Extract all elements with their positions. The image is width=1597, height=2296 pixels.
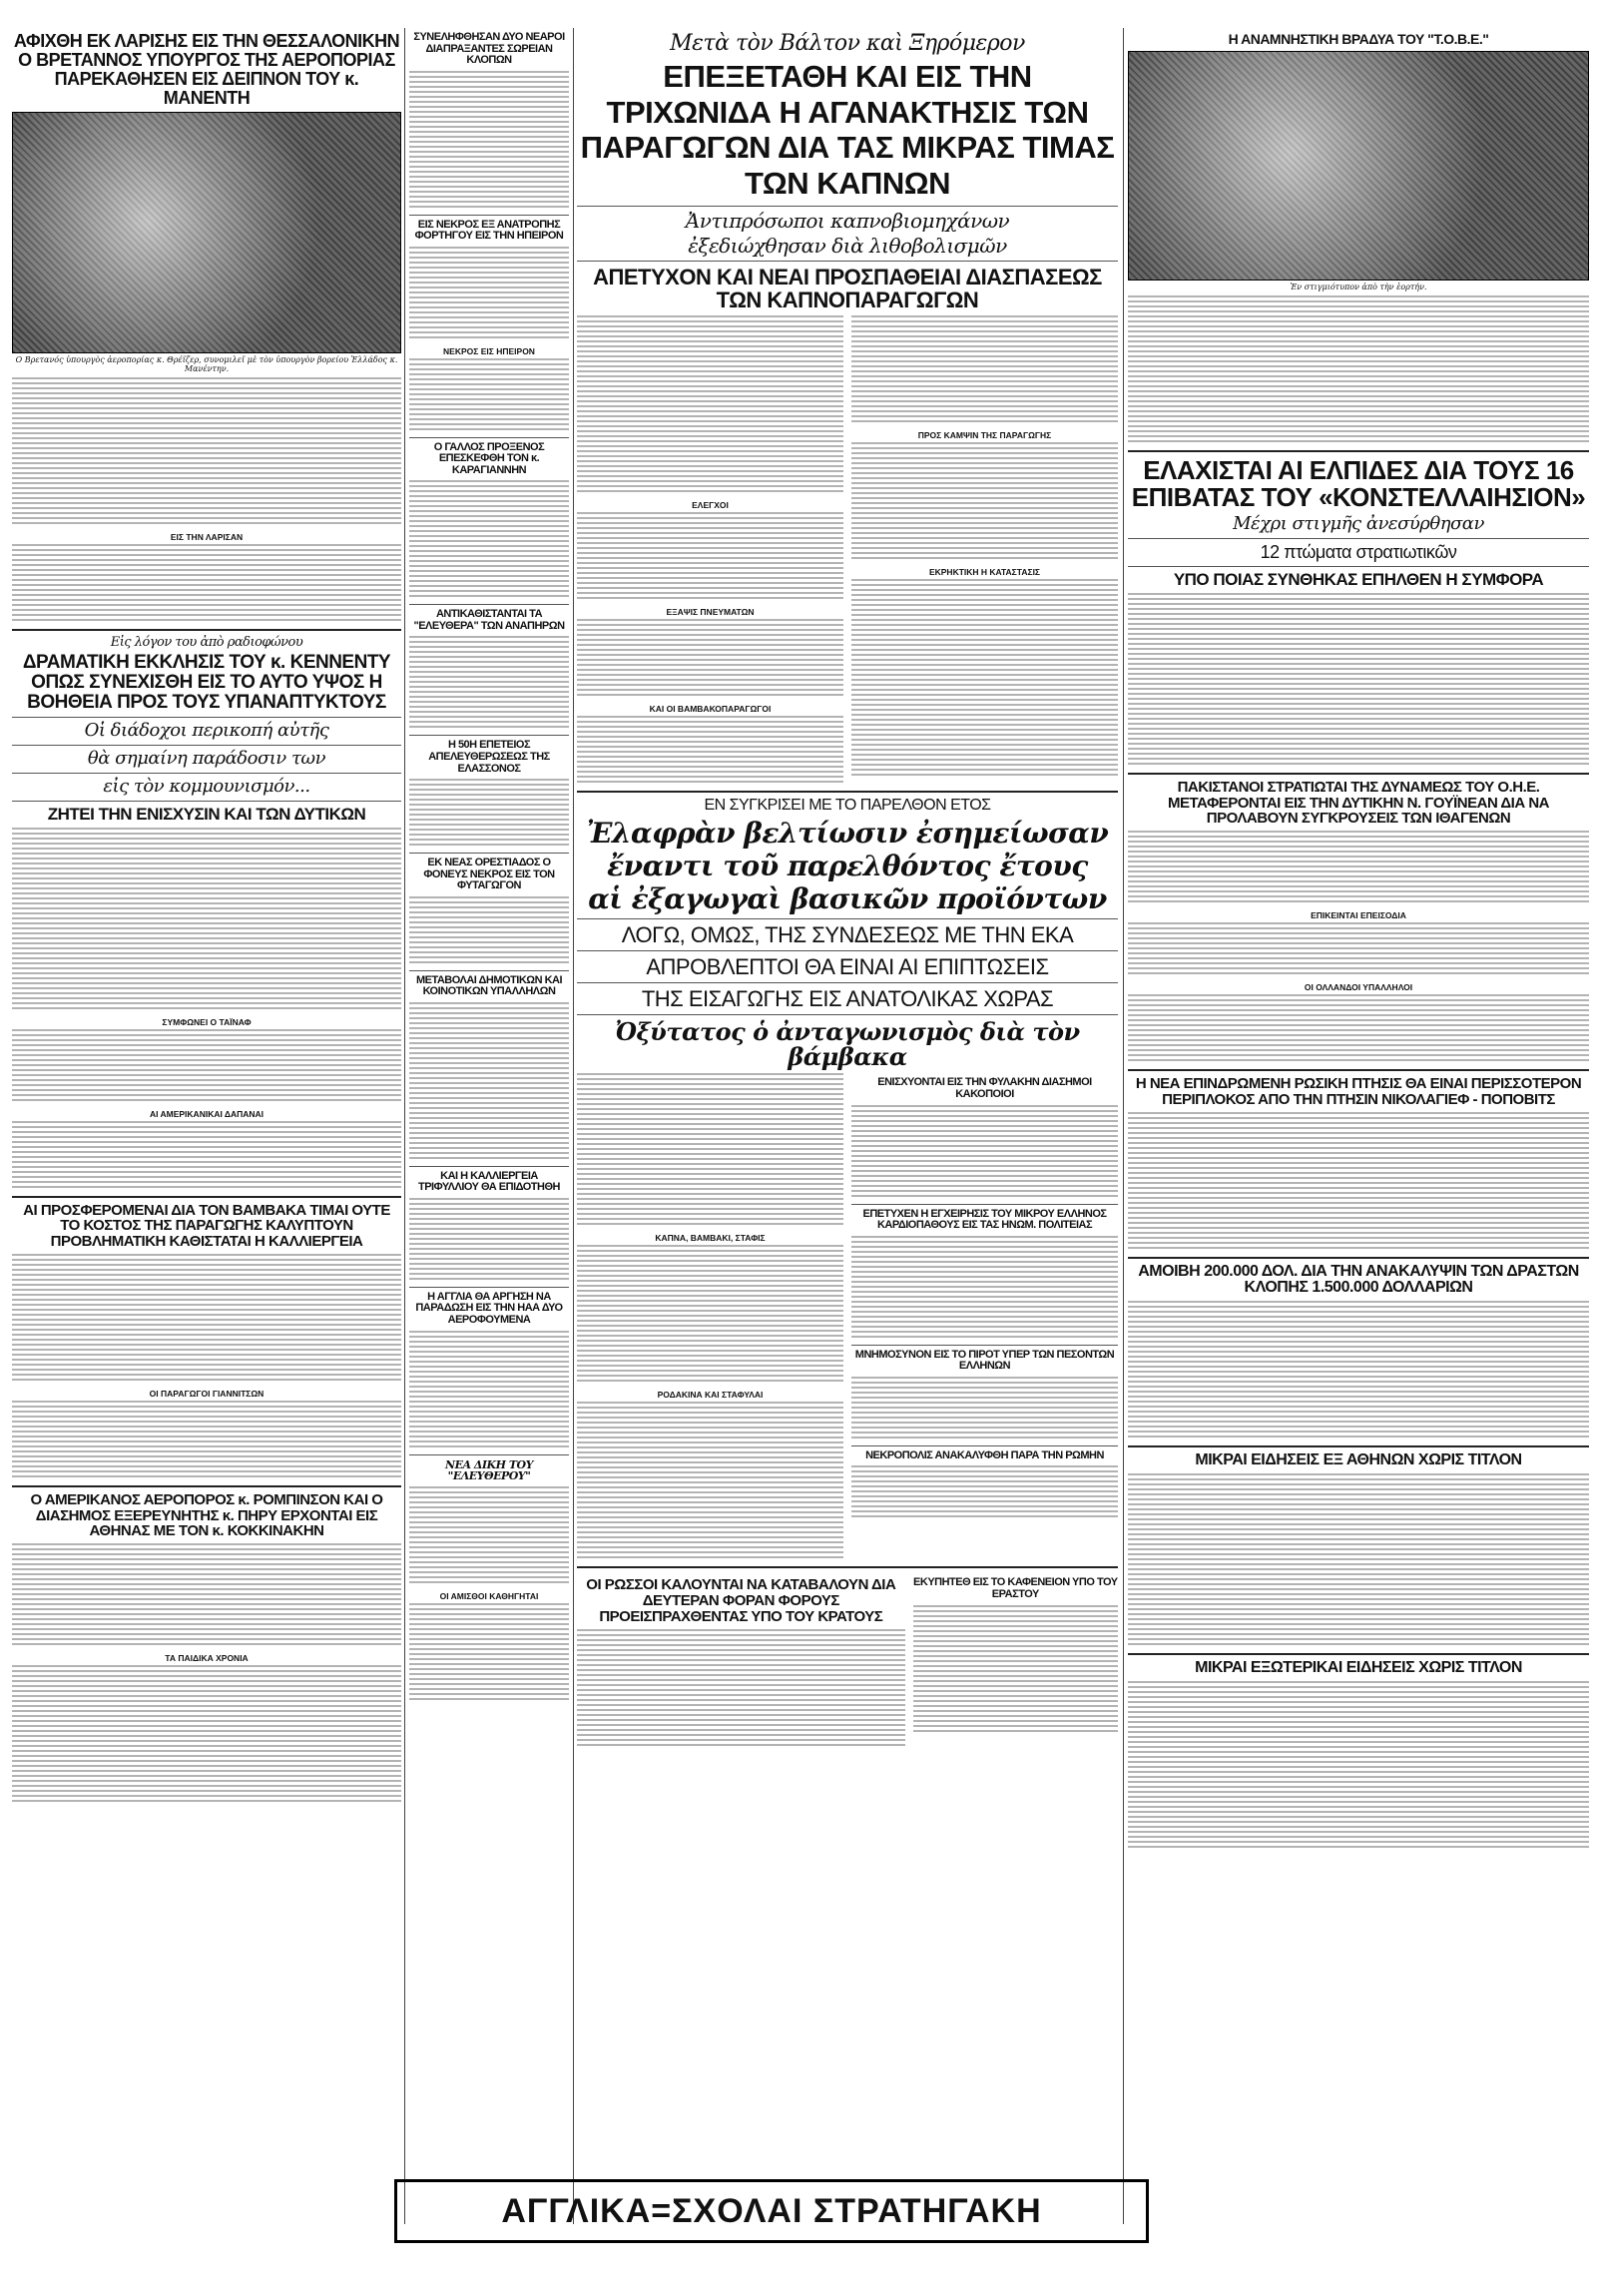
article-body xyxy=(851,442,1118,562)
article-body xyxy=(1128,1681,1589,1851)
article-body xyxy=(12,544,401,624)
article-body xyxy=(409,1331,569,1450)
deck-tobacco-3: ΑΠΕΤΥΧΟΝ ΚΑΙ ΝΕΑΙ ΠΡΟΣΠΑΘΕΙΑΙ ΔΙΑΣΠΑΣΕΩΣ ΤΩΝ ΚΑΠΝΟΠΑΡΑΓΩΓΩΝ xyxy=(593,264,1102,312)
article-body xyxy=(577,1402,843,1561)
kicker-exports: ΕΝ ΣΥΓΚΡΙΣΕΙ ΜΕ ΤΟ ΠΑΡΕΛΘΟΝ ΕΤΟΣ xyxy=(704,796,991,814)
subhead-kapna: ΚΑΠΝΑ, ΒΑΜΒΑΚΙ, ΣΤΑΦΙΣ xyxy=(655,1233,766,1244)
subhead-epeisodia: ΕΠΙΚΕΙΝΤΑΙ ΕΠΕΙΣΟΔΙΑ xyxy=(1311,910,1406,921)
article-body xyxy=(577,716,843,786)
deck-tobacco-2: ἐξεδιώχθησαν διὰ λιθοβολισμῶν xyxy=(688,233,1007,258)
article-body xyxy=(851,315,1118,425)
deck-kennedy-4: ΖΗΤΕΙ ΤΗΝ ΕΝΙΣΧΥΣΙΝ ΚΑΙ ΤΩΝ ΔΥΤΙΚΩΝ xyxy=(47,804,366,824)
headline-russia: ΟΙ ΡΩΣΣΟΙ ΚΑΛΟΥΝΤΑΙ ΝΑ ΚΑΤΑΒΑΛΟΥΝ ΔΙΑ ΔΕΥΤΕΡΑΝ ΦΟΡΑΝ ΦΟΡΟΥΣ ΠΡΟΕΙΣΠΡΑΧΘΕΝΤΑΣ ΥΠΟ ΤΟΥ ΚΡΑΤΟΥΣ xyxy=(586,1576,896,1625)
article-body xyxy=(1128,994,1589,1064)
headline-exports-6: ΤΗΣ ΕΙΣΑΓΩΓΗΣ ΕΙΣ ΑΝΑΤΟΛΙΚΑΣ ΧΩΡΑΣ xyxy=(641,986,1054,1011)
photo-minister-dinner xyxy=(12,112,401,353)
column-1 xyxy=(12,28,401,1805)
headline-trifylli: ΚΑΙ Η ΚΑΛΛΙΕΡΓΕΙΑ ΤΡΙΦΥΛΛΙΟΥ ΘΑ ΕΠΙΔΟΤΗΘΗ xyxy=(418,1169,560,1194)
headline-cotton: ΑΙ ΠΡΟΣΦΕΡΟΜΕΝΑΙ ΔΙΑ ΤΟΝ ΒΑΜΒΑΚΑ ΤΙΜΑΙ ΟΥΤΕ ΤΟ ΚΟΣΤΟΣ ΤΗΣ ΠΑΡΑΓΩΓΗΣ ΚΑΛΥΠΤΟΥΝ ΠΡΟΒΛΗΜΑΤΙΚΗ ΚΑΘΙΣΤΑΤΑΙ Η ΚΑΛΛΙΕΡΓΕΙΑ xyxy=(23,1201,390,1251)
article-body xyxy=(577,512,843,602)
headline-fortigo: ΕΙΣ ΝΕΚΡΟΣ ΕΞ ΑΝΑΤΡΟΠΗΣ ΦΟΡΤΗΓΟΥ ΕΙΣ ΤΗΝ ΗΠΕΙΡΟΝ xyxy=(414,218,564,243)
subhead-giannitsa: ΟΙ ΠΑΡΑΓΩΓΟΙ ΓΙΑΝΝΙΤΣΩΝ xyxy=(149,1388,265,1399)
photo-caption: Ἐν στιγμιότυπον ἀπὸ τὴν ἑορτήν. xyxy=(1290,282,1427,291)
deck-kennedy-3: εἰς τὸν κομμουνισμόν... xyxy=(103,775,310,797)
headline-mnimosyno: ΜΝΗΜΟΣΥΝΟΝ ΕΙΣ ΤΟ ΠΙΡΟΤ ΥΠΕΡ ΤΩΝ ΠΕΣΟΝΤΩΝ ΕΛΛΗΝΩΝ xyxy=(854,1348,1115,1373)
headline-klopes: ΣΥΝΕΛΗΦΘΗΣΑΝ ΔΥΟ ΝΕΑΡΟΙ ΔΙΑΠΡΑΞΑΝΤΕΣ ΣΩΡΕΙΑΝ ΚΛΟΠΩΝ xyxy=(413,31,565,67)
article-body xyxy=(12,1029,401,1104)
deck-constellation-1: Μέχρι στιγμῆς ἀνεσύρθησαν xyxy=(1233,513,1484,535)
headline-exports-3: αἱ ἐξαγωγαὶ βασικῶν προϊόντων xyxy=(588,882,1107,916)
headline-proxenos: Ο ΓΑΛΛΟΣ ΠΡΟΞΕΝΟΣ ΕΠΕΣΚΕΦΘΗ ΤΟΝ κ. ΚΑΡΑΓΙΑΝΝΗΝ xyxy=(433,440,545,476)
deck-tobacco-1: Ἀντιπρόσωποι καπνοβιομηχάνων xyxy=(685,208,1010,233)
deck-kennedy-2: θὰ σημαίνη παράδοσιν των xyxy=(87,747,326,769)
headline-reward: ΑΜΟΙΒΗ 200.000 ΔΟΛ. ΔΙΑ ΤΗΝ ΑΝΑΚΑΛΥΨΙΝ ΤΩΝ ΔΡΑΣΤΩΝ ΚΛΟΠΗΣ 1.500.000 ΔΟΛΛΑΡΙΩΝ xyxy=(1138,1262,1579,1297)
advert-text: ΑΓΓΛΙΚΑ=ΣΧΟΛΑΙ ΣΤΡΑΤΗΓΑΚΗ xyxy=(501,2191,1042,2230)
headline-pakistanis: ΠΑΚΙΣΤΑΝΟΙ ΣΤΡΑΤΙΩΤΑΙ ΤΗΣ ΔΥΝΑΜΕΩΣ ΤΟΥ Ο.Η.Ε. ΜΕΤΑΦΕΡΟΝΤΑΙ ΕΙΣ ΤΗΝ ΔΥΤΙΚΗΝ Ν. ΓΟΥΪΝΕΑΝ ΔΙΑ ΝΑ ΠΡΟΛΑΒΟΥΝ ΣΥΓΚΡΟΥΣΕΙΣ ΤΩΝ ΙΘΑΓΕΝΩΝ xyxy=(1167,778,1550,828)
column-divider xyxy=(573,28,574,2224)
article-body xyxy=(12,1121,401,1191)
kicker-tove: Η ΑΝΑΜΝΗΣΤΙΚΗ ΒΡΑΔΥΑ ΤΟΥ "Τ.Ο.Β.Ε." xyxy=(1228,31,1489,47)
deck-constellation-2: 12 πτώματα στρατιωτικῶν xyxy=(1260,542,1457,563)
subhead-elegmoi: ΕΛΕΓΧΟΙ xyxy=(692,499,729,510)
subhead-katastasis: ΕΚΡΗΚΤΙΚΗ Η ΚΑΤΑΣΤΑΣΙΣ xyxy=(928,566,1041,577)
headline-exports-5: ΑΠΡΟΒΛΕΠΤΟΙ ΘΑ ΕΙΝΑΙ ΑΙ ΕΠΙΠΤΩΣΕΙΣ xyxy=(646,953,1049,979)
headline-elassona: Η 50Η ΕΠΕΤΕΙΟΣ ΑΠΕΛΕΥΘΕΡΩΣΕΩΣ ΤΗΣ ΕΛΑΣΣΟΝΟΣ xyxy=(428,739,550,775)
kicker-radio: Εἰς λόγον του ἀπὸ ραδιοφώνου xyxy=(110,634,303,650)
headline-robinson: Ο ΑΜΕΡΙΚΑΝΟΣ ΑΕΡΟΠΟΡΟΣ κ. ΡΟΜΠΙΝΣΟΝ ΚΑΙ Ο ΔΙΑΣΗΜΟΣ ΕΞΕΡΕΥΝΗΤΗΣ κ. ΠΗΡΥ ΕΡΧΟΝΤΑΙ ΕΙΣ ΑΘΗΝΑΣ ΜΕ ΤΟΝ κ. ΚΟΚΚΙΝΑΚΗΝ xyxy=(30,1490,383,1540)
article-body xyxy=(851,1377,1118,1441)
article-body xyxy=(12,377,401,527)
article-body xyxy=(409,247,569,341)
deck-constellation-3: ΥΠΟ ΠΟΙΑΣ ΣΥΝΘΗΚΑΣ ΕΠΗΛΘΕΝ Η ΣΥΜΦΟΡΑ xyxy=(1173,570,1544,590)
headline-foreign-news: ΜΙΚΡΑΙ ΕΞΩΤΕΡΙΚΑΙ ΕΙΔΗΣΕΙΣ ΧΩΡΙΣ ΤΙΤΛΟΝ xyxy=(1195,1659,1522,1677)
headline-aggila: Η ΑΓΓΛΙΑ ΘΑ ΑΡΓΗΣΗ ΝΑ ΠΑΡΑΔΩΣΗ ΕΙΣ ΤΗΝ ΗΑΑ ΔΥΟ ΑΕΡΟΦΟΥΜΕΝΑ xyxy=(415,1290,563,1327)
article-body xyxy=(851,1465,1118,1520)
photo-tove-event xyxy=(1128,51,1589,281)
headline-fylaki: ΕΝΙΣΧΥΟΝΤΑΙ ΕΙΣ ΤΗΝ ΦΥΛΑΚΗΝ ΔΙΑΣΗΜΟΙ ΚΑΚΟΠΟΙΟΙ xyxy=(877,1076,1092,1101)
subhead-rodakina: ΡΟΔΑΚΙΝΑ ΚΑΙ ΣΤΑΦΥΛΑΙ xyxy=(657,1390,764,1401)
headline-exports-7: Ὀξύτατος ὁ ἀνταγωνισμὸς διὰ τὸν βάμβακα xyxy=(615,1017,1080,1072)
article-body xyxy=(409,358,569,433)
kicker-tobacco: Μετὰ τὸν Βάλτον καὶ Ξηρόμερον xyxy=(670,31,1025,56)
subhead-kathigites: ΟΙ ΑΜΙΣΘΟΙ ΚΑΘΗΓΗΤΑΙ xyxy=(439,1590,539,1601)
headline-kafeneio: ΕΚΥΠΗΤΕΘ ΕΙΣ ΤΟ ΚΑΦΕΝΕΙΟΝ ΥΠΟ ΤΟΥ ΕΡΑΣΤΟΥ xyxy=(913,1576,1118,1601)
article-body xyxy=(577,619,843,699)
headline-athens-news: ΜΙΚΡΑΙ ΕΙΔΗΣΕΙΣ ΕΞ ΑΘΗΝΩΝ ΧΩΡΙΣ ΤΙΤΛΟΝ xyxy=(1195,1451,1522,1469)
article-body xyxy=(851,579,1118,779)
subhead-pneumaton: ΕΞΑΨΙΣ ΠΝΕΥΜΑΤΩΝ xyxy=(666,606,755,617)
headline-manentis: ΑΦΙΧΘΗ ΕΚ ΛΑΡΙΣΗΣ ΕΙΣ ΤΗΝ ΘΕΣΣΑΛΟΝΙΚΗΝ Ο ΒΡΕΤΑΝΝΟΣ ΥΠΟΥΡΓΟΣ ΤΗΣ ΑΕΡΟΠΟΡΙΑΣ ΠΑΡΕΚΑΘΗΣΕΝ ΕΙΣ ΔΕΙΠΝΟΝ ΤΟΥ κ. ΜΑΝΕΝΤΗ xyxy=(13,31,400,108)
photo-caption: Ο Βρετανός ὑπουργὸς ἀεροπορίας κ. Θρέϊζερ, συνομιλεῖ μὲ τὸν ὑπουργὸν βορείου Ἑλλάδος κ. Μανέντην. xyxy=(15,354,398,373)
subhead-tainaf: ΣΥΜΦΩΝΕΙ Ο ΤΑΪΝΑΦ xyxy=(162,1016,252,1027)
headline-russian-flight: Η ΝΕΑ ΕΠΙΝΔΡΩΜΕΝΗ ΡΩΣΙΚΗ ΠΤΗΣΙΣ ΘΑ ΕΙΝΑΙ ΠΕΡΙΣΣΟΤΕΡΟΝ ΠΕΡΙΠΛΟΚΟΣ ΑΠΟ ΤΗΝ ΠΤΗΣΙΝ ΝΙΚΟΛΑΓΙΕΦ - ΠΟΠΟΒΙΤΣ xyxy=(1135,1075,1582,1108)
headline-anapiroi: ΑΝΤΙΚΑΘΙΣΤΑΝΤΑΙ ΤΑ "ΕΛΕΥΘΕΡΑ" ΤΩΝ ΑΝΑΠΗΡΩΝ xyxy=(413,608,565,632)
headline-orestiada: ΕΚ ΝΕΑΣ ΟΡΕΣΤΙΑΔΟΣ Ο ΦΟΝΕΥΣ ΝΕΚΡΟΣ ΕΙΣ ΤΟΝ ΦΥΤΑΓΩΓΟΝ xyxy=(423,857,555,892)
article-body xyxy=(12,1254,401,1384)
article-body xyxy=(1128,295,1589,445)
subhead-ollandoi: ΟΙ ΟΛΛΑΝΔΟΙ ΥΠΑΛΛΗΛΟΙ xyxy=(1304,982,1413,993)
headline-exports-4: ΛΟΓΩ, ΟΜΩΣ, ΤΗΣ ΣΥΝΔΕΣΕΩΣ ΜΕ ΤΗΝ ΕΚΑ xyxy=(621,921,1074,947)
article-body xyxy=(577,1245,843,1385)
article-body xyxy=(577,1629,905,1749)
subhead-paidika: ΤΑ ΠΑΙΔΙΚΑ ΧΡΟΝΙΑ xyxy=(165,1653,249,1664)
article-body xyxy=(1128,1473,1589,1648)
article-body xyxy=(12,1401,401,1480)
column-divider xyxy=(1123,28,1124,2224)
article-body xyxy=(12,1665,401,1805)
article-body xyxy=(1128,1112,1589,1252)
headline-exports-2: ἔναντι τοῦ παρελθόντος ἔτους xyxy=(607,850,1088,883)
column-2 xyxy=(409,28,569,1703)
article-body xyxy=(409,1002,569,1162)
article-body xyxy=(1128,1301,1589,1440)
article-body xyxy=(851,1236,1118,1341)
column-3 xyxy=(577,28,1118,1749)
article-body xyxy=(409,636,569,731)
article-body xyxy=(913,1605,1118,1735)
article-body xyxy=(409,480,569,600)
headline-diki: ΝΕΑ ΔΙΚΗ ΤΟΥ "ΕΛΕΥΘΕΡΟΥ" xyxy=(445,1457,533,1483)
article-body xyxy=(409,896,569,966)
subhead-larisa: ΕΙΣ ΤΗΝ ΛΑΡΙΣΑΝ xyxy=(170,531,244,542)
article-body xyxy=(1128,831,1589,905)
article-body xyxy=(409,1198,569,1283)
headline-constellation: ΕΛΑΧΙΣΤΑΙ ΑΙ ΕΛΠΙΔΕΣ ΔΙΑ ΤΟΥΣ 16 ΕΠΙΒΑΤΑΣ ΤΟΥ «ΚΟΝΣΤΕΛΛΑΙΗΣΙΟΝ» xyxy=(1131,454,1586,512)
headline-egxeirisis: ΕΠΕΤΥΧΕΝ Η ΕΓΧΕΙΡΗΣΙΣ ΤΟΥ ΜΙΚΡΟΥ ΕΛΛΗΝΟΣ ΚΑΡΔΙΟΠΑΘΟΥΣ ΕΙΣ ΤΑΣ ΗΝΩΜ. ΠΟΛΙΤΕΙΑΣ xyxy=(862,1207,1107,1232)
article-body xyxy=(577,315,843,495)
article-body xyxy=(409,1603,569,1703)
article-body xyxy=(577,1073,843,1228)
subhead-kamvin: ΠΡΟΣ ΚΑΜΨΙΝ ΤΗΣ ΠΑΡΑΓΩΓΗΣ xyxy=(917,429,1052,440)
column-4 xyxy=(1128,28,1589,1851)
advert-english-schools xyxy=(394,2179,1149,2243)
article-body xyxy=(409,71,569,211)
headline-tobacco: ΕΠΕΞΕΤΑΘΗ ΚΑΙ ΕΙΣ ΤΗΝ ΤΡΙΧΩΝΙΔΑ Η ΑΓΑΝΑΚΤΗΣΙΣ ΤΩΝ ΠΑΡΑΓΩΓΩΝ ΔΙΑ ΤΑΣ ΜΙΚΡΑΣ ΤΙΜΑΣ ΤΩΝ ΚΑΠΝΩΝ xyxy=(580,59,1115,202)
article-body xyxy=(12,828,401,1012)
subhead-vamvako: ΚΑΙ ΟΙ ΒΑΜΒΑΚΟΠΑΡΑΓΩΓΟΙ xyxy=(649,703,772,714)
article-body xyxy=(851,1105,1118,1200)
headline-exports-1: Ἐλαφρὰν βελτίωσιν ἐσημείωσαν xyxy=(586,816,1109,850)
headline-ypalliloi: ΜΕΤΑΒΟΛΑΙ ΔΗΜΟΤΙΚΩΝ ΚΑΙ ΚΟΙΝΟΤΙΚΩΝ ΥΠΑΛΛΗΛΩΝ xyxy=(415,973,563,998)
article-body xyxy=(1128,922,1589,977)
subhead-dapanai: ΑΙ ΑΜΕΡΙΚΑΝΙΚΑΙ ΔΑΠΑΝΑΙ xyxy=(149,1108,265,1119)
article-body xyxy=(1128,593,1589,768)
headline-kennedy: ΔΡΑΜΑΤΙΚΗ ΕΚΚΛΗΣΙΣ ΤΟΥ κ. ΚΕΝΝΕΝΤΥ ΟΠΩΣ ΣΥΝΕΧΙΣΘΗ ΕΙΣ ΤΟ ΑΥΤΟ ΥΨΟΣ Η ΒΟΗΘΕΙΑ ΠΡΟΣ ΤΟΥΣ ΥΠΑΝΑΠΤΥΚΤΟΥΣ xyxy=(22,652,391,714)
article-body xyxy=(12,1543,401,1648)
column-divider xyxy=(404,28,405,2224)
subhead-nekros: ΝΕΚΡΟΣ ΕΙΣ ΗΠΕΙΡΟΝ xyxy=(443,345,535,356)
article-body xyxy=(409,779,569,849)
article-body xyxy=(409,1486,569,1586)
headline-nekropolis: ΝΕΚΡΟΠΟΛΙΣ ΑΝΑΚΑΛΥΦΘΗ ΠΑΡΑ ΤΗΝ ΡΩΜΗΝ xyxy=(865,1448,1104,1461)
deck-kennedy-1: Οἱ διάδοχοι περικοπή αὐτῆς xyxy=(84,720,329,742)
